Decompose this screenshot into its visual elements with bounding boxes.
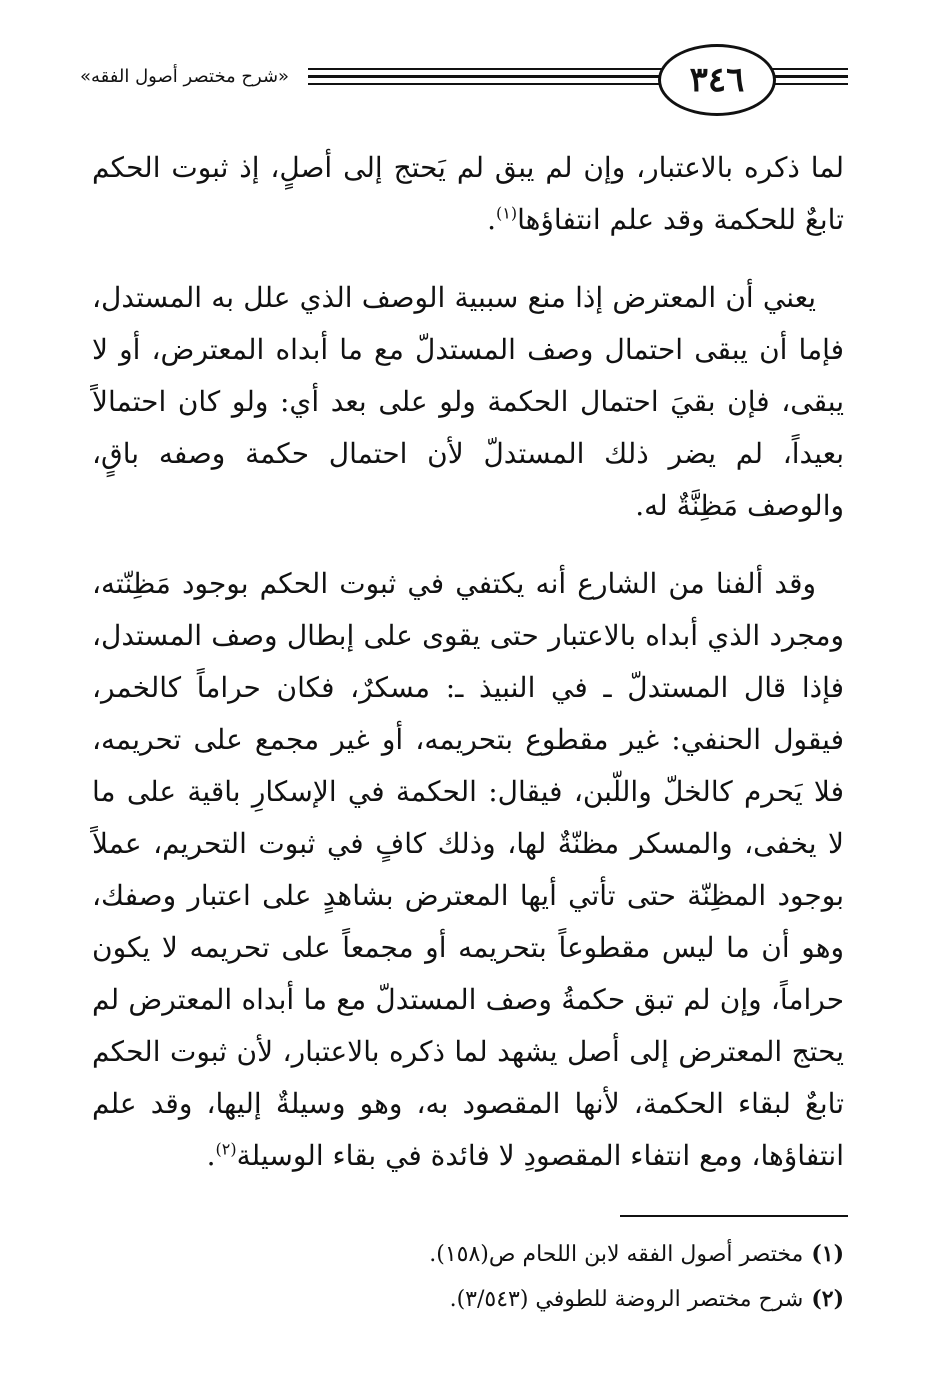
footnote-marker-1[interactable]: (١) [495,203,518,223]
paragraph-3 [92,558,844,1182]
paragraph-tail: . [487,203,496,236]
footnote-text: مختصر أصول الفقه لابن اللحام ص(١٥٨). [429,1242,804,1267]
page-number: ٣٤٦ [658,44,776,116]
paragraph-2 [92,272,844,532]
footnote-separator [620,1215,848,1217]
paragraph-1 [92,142,844,246]
paragraph-text: يعني أن المعترض إذا منع سببية الوصف الذي علل به المستدل، فإما أن يبقى احتمال وصف المستدلّ مع ما أبداه المعترض، أو لا يبقى، فإن بقيَ احتمال الحكمة ولو على بعد أي: ولو كان احتمالاً بعيداً، لم يضر ذلك المستدلّ لأن احتمال حكمة وصفه باقٍ، والوصف مَظِنَّةٌ له. [92,281,844,522]
footnotes [92,1232,844,1322]
running-title: «شرح مختصر أصول الفقه» [80,66,290,87]
paragraph-text: لما ذكره بالاعتبار، وإن لم يبق لم يَحتج إلى أصلٍ، إذ ثبوت الحكم تابعٌ للحكمة وقد علم انتفاؤها [92,151,844,236]
main-text [92,142,844,1208]
footnote-number: (١) [811,1241,844,1267]
page-header [80,40,850,120]
footnote-marker-2[interactable]: (٢) [215,1139,237,1159]
paragraph-text: وقد ألفنا من الشارع أنه يكتفي في ثبوت الحكم بوجود مَظِنّته، ومجرد الذي أبداه بالاعتبار حتى يقوى على إبطال وصف المستدل، فإذا قال المستدلّ ـ في النبيذ ـ: مسكرٌ، فكان حراماً كالخمر، فيقول الحنفي: غير مقطوع بتحريمه، أو غير مجمع على تحريمه، فلا يَحرم كالخلّ واللّبن، فيقال: الحكمة في الإسكارِ باقية على ما لا يخفى، والمسكر مظنّةٌ لها، وذلك كافٍ في ثبوت التحريم، عملاً بوجود المظِنّة حتى تأتي أيها المعترض بشاهدٍ على اعتبار وصفك، وهو أن ما ليس مقطوعاً بتحريمه أو مجمعاً على تحريمه لا يكون حراماً، وإن لم تبق حكمةُ وصف المستدلّ مع ما أبداه المعترض لم يحتج المعترض إلى أصل يشهد لما ذكره بالاعتبار، لأن ثبوت الحكم تابعٌ لبقاء الحكمة، لأنها المقصود به، وهو وسيلةٌ إليها، وقد علم انتفاؤها، ومع انتفاء المقصودِ لا فائدة في بقاء الوسيلة [92,567,844,1172]
footnote-text: شرح مختصر الروضة للطوفي (٣/٥٤٣). [449,1287,804,1312]
footnote-1 [92,1232,844,1277]
footnote-2 [92,1277,844,1322]
footnote-number: (٢) [811,1286,844,1312]
paragraph-tail: . [206,1139,216,1172]
